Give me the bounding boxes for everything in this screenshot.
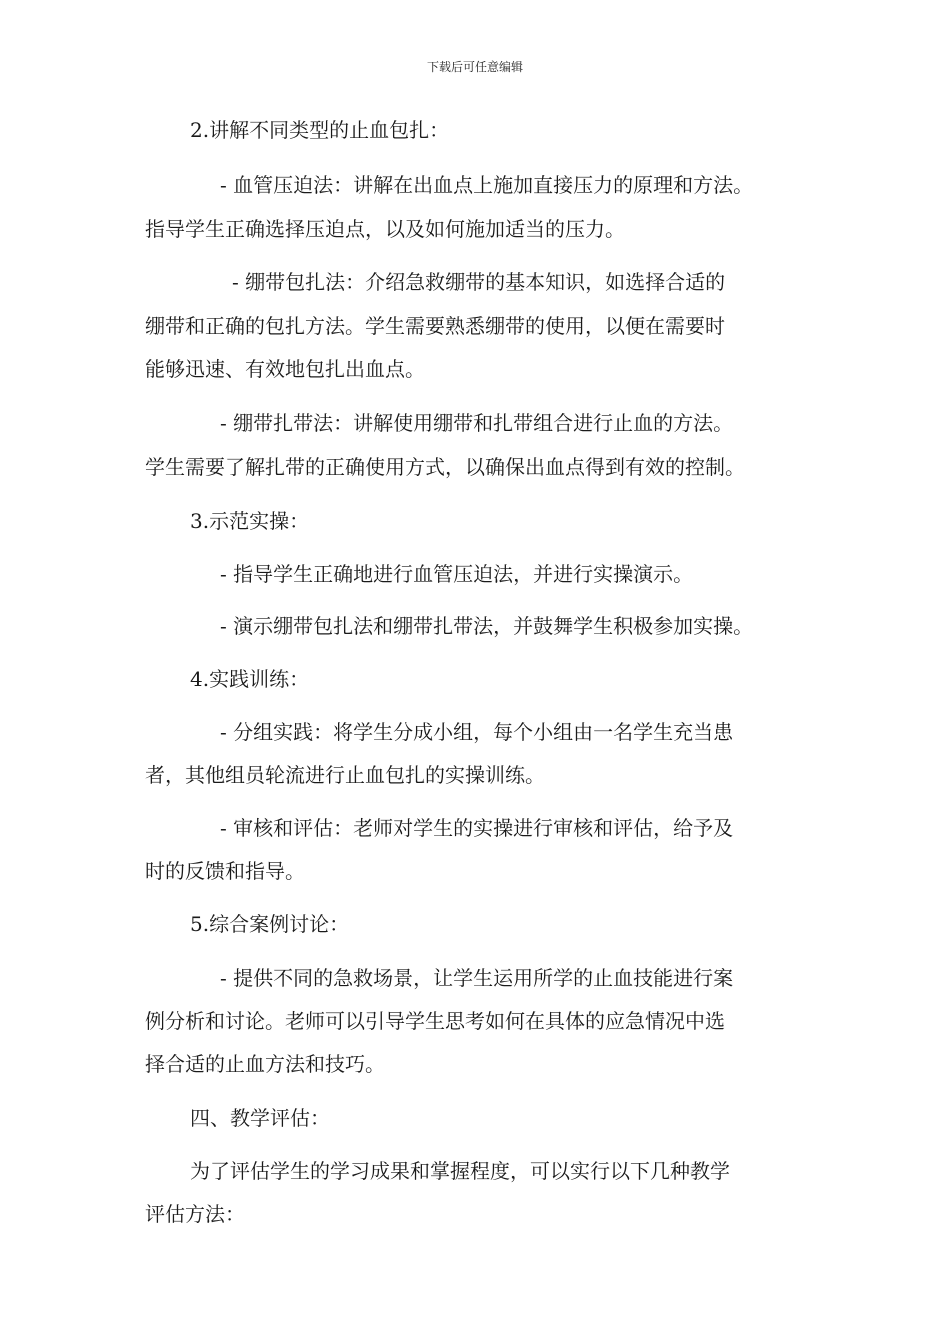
paragraph-line: - 演示绷带包扎法和绷带扎带法，并鼓舞学生积极参加实操。 (220, 614, 754, 638)
section-heading-2: 2.讲解不同类型的止血包扎： (190, 118, 450, 142)
paragraph-line: 者，其他组员轮流进行止血包扎的实操训练。 (145, 763, 545, 787)
paragraph-line: 学生需要了解扎带的正确使用方式，以确保出血点得到有效的控制。 (145, 455, 745, 479)
paragraph-line: 为了评估学生的学习成果和掌握程度，可以实行以下几种教学 (190, 1159, 730, 1183)
paragraph-line: 绷带和正确的包扎方法。学生需要熟悉绷带的使用，以便在需要时 (145, 314, 725, 338)
paragraph-line: - 绷带包扎法：介绍急救绷带的基本知识，如选择合适的 (232, 270, 726, 294)
section-heading-4: 4.实践训练： (190, 667, 310, 691)
section-heading-four: 四、教学评估： (190, 1106, 330, 1130)
paragraph-line: 例分析和讨论。老师可以引导学生思考如何在具体的应急情况中选 (145, 1009, 725, 1033)
paragraph-line: - 血管压迫法：讲解在出血点上施加直接压力的原理和方法。 (220, 173, 754, 197)
section-heading-5: 5.综合案例讨论： (190, 912, 350, 936)
paragraph-line: - 绷带扎带法：讲解使用绷带和扎带组合进行止血的方法。 (220, 411, 734, 435)
section-heading-3: 3.示范实操： (190, 509, 310, 533)
paragraph-line: 时的反馈和指导。 (145, 859, 305, 883)
paragraph-line: 能够迅速、有效地包扎出血点。 (145, 357, 425, 381)
paragraph-line: - 指导学生正确地进行血管压迫法，并进行实操演示。 (220, 562, 694, 586)
paragraph-line: 指导学生正确选择压迫点，以及如何施加适当的压力。 (145, 217, 625, 241)
paragraph-line: 评估方法： (145, 1202, 245, 1226)
paragraph-line: - 分组实践：将学生分成小组，每个小组由一名学生充当患 (220, 720, 734, 744)
paragraph-line: 择合适的止血方法和技巧。 (145, 1052, 385, 1076)
page-header: 下载后可任意编辑 (426, 60, 523, 74)
paragraph-line: - 审核和评估：老师对学生的实操进行审核和评估，给予及 (220, 816, 734, 840)
paragraph-line: - 提供不同的急救场景，让学生运用所学的止血技能进行案 (220, 966, 734, 990)
